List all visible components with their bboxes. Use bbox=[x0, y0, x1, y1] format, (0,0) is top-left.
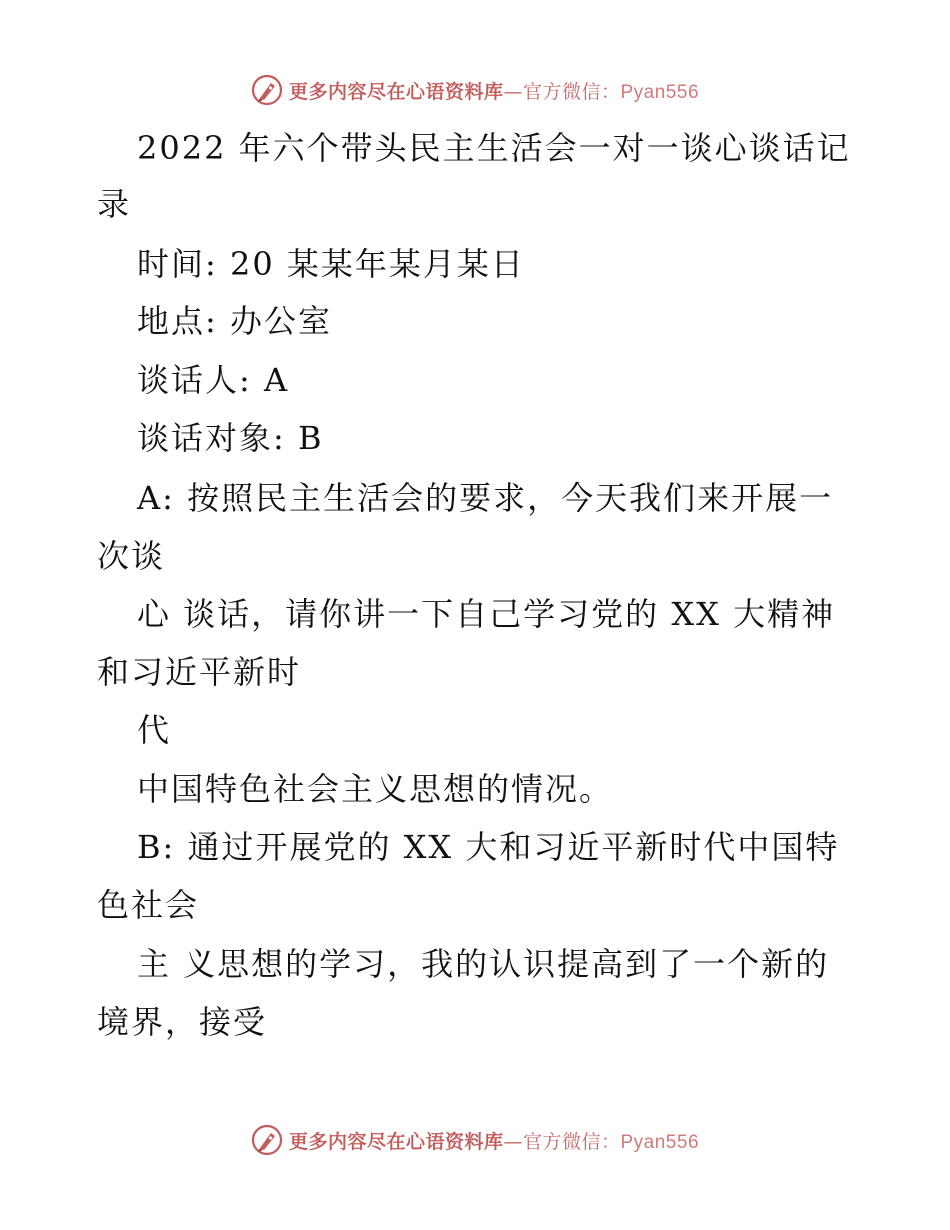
header-watermark bbox=[0, 70, 950, 110]
paragraph-line: 色社会 bbox=[97, 886, 200, 924]
footer-watermark bbox=[0, 1120, 950, 1160]
interviewer-line: 谈话人: A bbox=[137, 361, 290, 399]
title-line-2: 录 bbox=[97, 185, 132, 223]
paragraph-line: 和习近平新时 bbox=[97, 653, 302, 691]
paragraph-line: A: 按照民主生活会的要求，今天我们来开展一 bbox=[137, 479, 834, 517]
header-wechat-label: 官方微信： bbox=[522, 80, 621, 103]
interviewee-line: 谈话对象: B bbox=[137, 419, 324, 457]
paragraph-line: 主 义思想的学习，我的认识提高到了一个新的 bbox=[137, 945, 830, 983]
footer-dash: — bbox=[503, 1130, 523, 1153]
pen-logo-icon bbox=[251, 74, 283, 106]
header-lead: 更多内容尽在心语资料库 bbox=[288, 80, 504, 103]
paragraph-line: 次谈 bbox=[97, 537, 166, 575]
paragraph-line: 中国特色社会主义思想的情况。 bbox=[137, 770, 614, 808]
pen-logo-icon bbox=[251, 1124, 283, 1156]
footer-lead: 更多内容尽在心语资料库 bbox=[288, 1130, 504, 1153]
location-line: 地点: 办公室 bbox=[137, 302, 332, 340]
paragraph-line: 境界，接受 bbox=[97, 1003, 268, 1041]
title-line-1: 2022 年六个带头民主生活会一对一谈心谈话记 bbox=[137, 129, 851, 167]
header-dash: — bbox=[503, 80, 523, 103]
footer-wechat-id: Pyan556 bbox=[620, 1131, 700, 1153]
header-text bbox=[289, 77, 699, 104]
header-wechat-id: Pyan556 bbox=[620, 81, 700, 103]
time-line: 时间: 20 某某年某月某日 bbox=[137, 245, 525, 283]
footer-text bbox=[289, 1127, 699, 1154]
paragraph-line: B: 通过开展党的 XX 大和习近平新时代中国特 bbox=[137, 828, 840, 866]
paragraph-line: 心 谈话，请你讲一下自己学习党的 XX 大精神 bbox=[137, 595, 836, 633]
footer-wechat-label: 官方微信： bbox=[522, 1130, 621, 1153]
paragraph-line: 代 bbox=[137, 711, 172, 749]
